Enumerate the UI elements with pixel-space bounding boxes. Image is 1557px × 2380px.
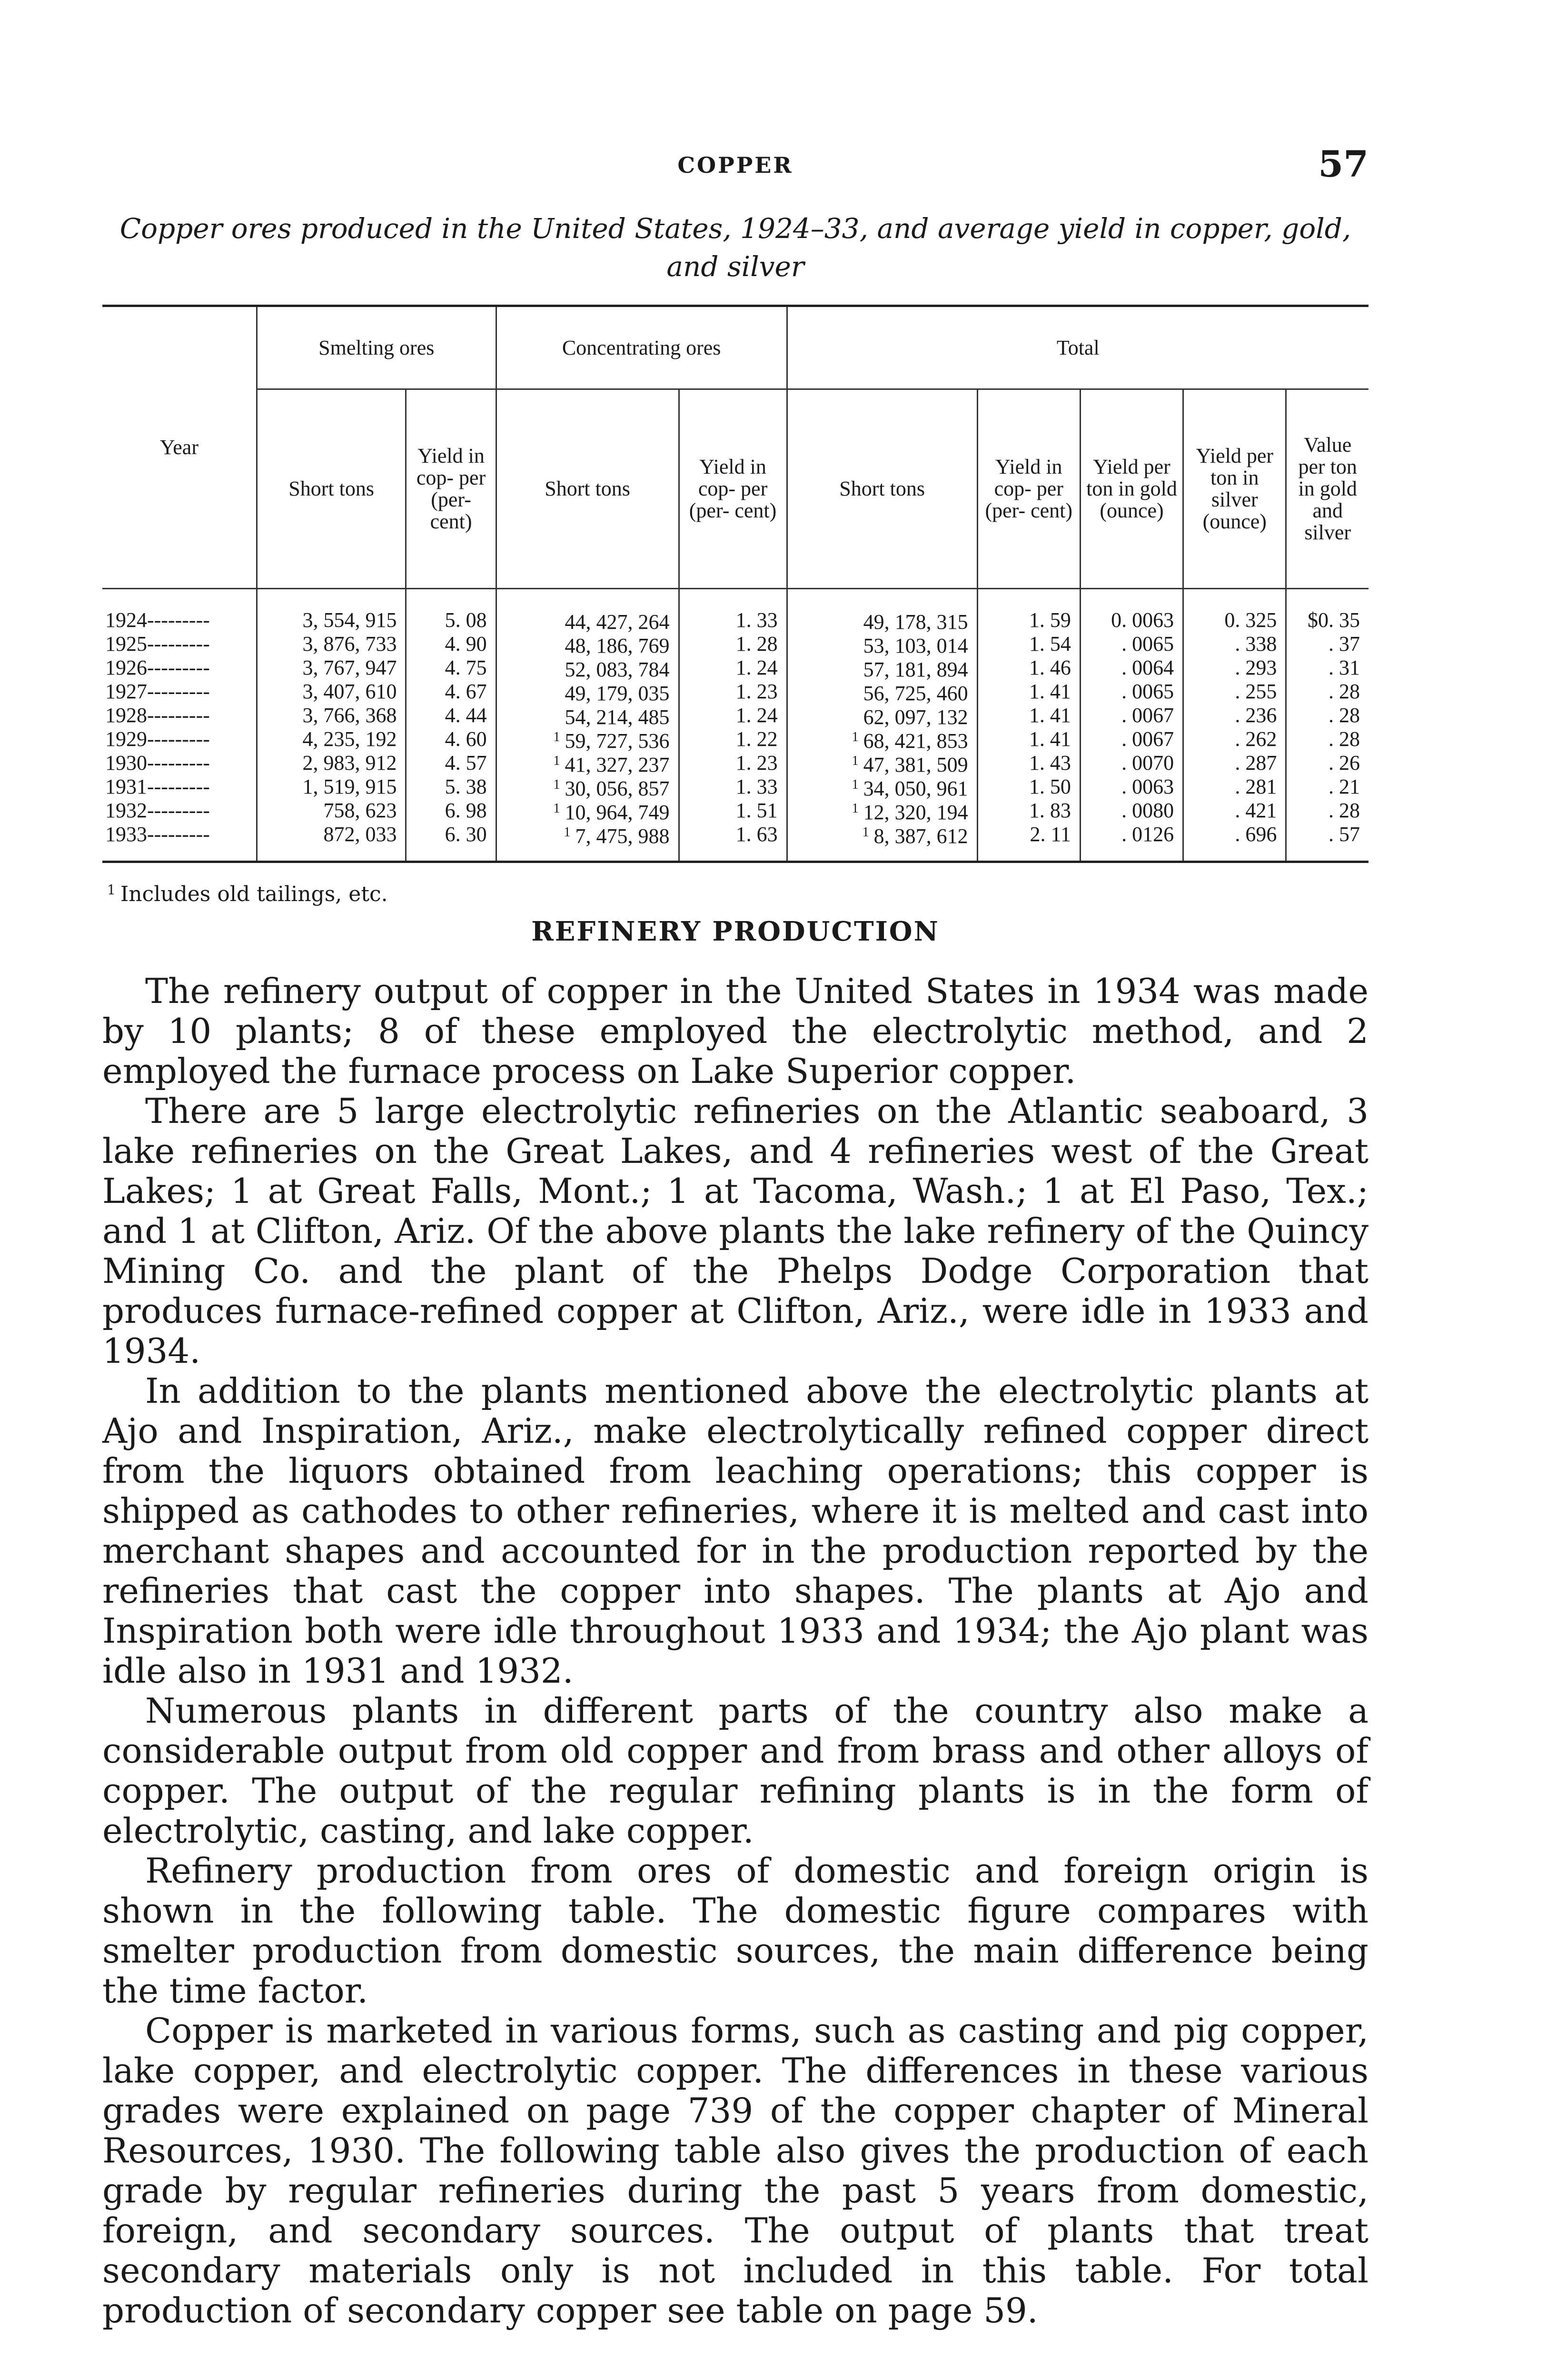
paragraph: Refinery production from ores of domestic and foreign origin is shown in the following table. The domestic figure compares with smelter production from domestic sources, the main difference being the time factor. [102,1851,1369,2011]
silver-cell: . 255 [1183,680,1286,704]
value-cell: . 26 [1286,751,1369,775]
silver-cell: . 262 [1183,727,1286,751]
value-cell: . 57 [1286,823,1369,862]
total-yield-cell: 1. 46 [977,656,1080,680]
concentrating-yield-cell: 1. 24 [679,656,787,680]
gold-cell: . 0126 [1080,823,1183,862]
concentrating-yield-cell: 1. 33 [679,589,787,633]
yield-gold-header: Yield per ton in gold (ounce) [1080,389,1183,589]
total-yield-cell: 1. 41 [977,680,1080,704]
smelting-tons-cell: 3, 876, 733 [257,632,406,656]
silver-cell: . 293 [1183,656,1286,680]
total-yield-cell: 1. 41 [977,704,1080,727]
yield-silver-header: Yield per ton in silver (ounce) [1183,389,1286,589]
smelting-yield-cell: 4. 57 [406,751,496,775]
year-cell: 1926--------- [105,656,210,679]
total-yield-cell: 1. 41 [977,727,1080,751]
smelting-tons-cell: 3, 554, 915 [257,589,406,633]
gold-cell: . 0067 [1080,704,1183,727]
value-cell: $0. 35 [1286,589,1369,633]
year-cell: 1927--------- [105,680,210,703]
table-row [102,727,1369,751]
table-row [102,799,1369,823]
table-row [102,823,1369,862]
smelting-yield-cell: 5. 08 [406,589,496,633]
smelting-tons-cell: 758, 623 [257,799,406,823]
smelting-yield-cell: 4. 44 [406,704,496,727]
smelting-tons-cell: 1, 519, 915 [257,775,406,799]
smelting-yield-cell: 4. 60 [406,727,496,751]
table-row [102,589,1369,633]
smelting-yield-cell: 6. 30 [406,823,496,862]
gold-cell: . 0067 [1080,727,1183,751]
year-cell: 1929--------- [105,727,210,751]
year-cell: 1930--------- [105,751,210,774]
smelting-tons-cell: 3, 407, 610 [257,680,406,704]
value-header: Value per ton in gold and silver [1286,389,1369,589]
table-row [102,704,1369,727]
gold-cell: . 0070 [1080,751,1183,775]
total-tons-cell: 57, 181, 894 [787,656,977,680]
concentrating-tons-cell: 54, 214, 485 [496,704,679,727]
document-page [102,143,1369,2330]
smelting-tons-cell: 3, 767, 947 [257,656,406,680]
total-yield-cell: 1. 54 [977,632,1080,656]
concentrating-yield-cell: 1. 63 [679,823,787,862]
table-caption: Copper ores produced in the United States, 1924–33, and average yield in copper, gold, and silver [119,212,1351,283]
smelting-yield-cell: 6. 98 [406,799,496,823]
year-header: Year [102,306,257,589]
table-row [102,656,1369,680]
total-tons-cell: $^1$ 34, 050, 961 [787,775,977,799]
value-cell: . 21 [1286,775,1369,799]
total-tons-cell: $^1$ 8, 387, 612 [787,823,977,862]
year-cell: 1928--------- [105,704,210,727]
total-yield-cell: 1. 43 [977,751,1080,775]
smelting-short-tons-header: Short tons [257,389,406,589]
concentrating-yield-cell: 1. 23 [679,751,787,775]
gold-cell: . 0065 [1080,680,1183,704]
total-yield-cell: 1. 50 [977,775,1080,799]
total-short-tons-header: Short tons [787,389,977,589]
concentrating-yield-cell: 1. 33 [679,775,787,799]
gold-cell: . 0065 [1080,632,1183,656]
footnote-mark: 1 [107,882,116,898]
smelting-tons-cell: 872, 033 [257,823,406,862]
gold-cell: . 0064 [1080,656,1183,680]
concentrating-tons-cell: 52, 083, 784 [496,656,679,680]
page-header [102,143,1369,186]
gold-cell: 0. 0063 [1080,589,1183,633]
running-title: COPPER [677,152,793,178]
concentrating-tons-cell: 49, 179, 035 [496,680,679,704]
table-footnote [102,882,1369,906]
smelting-yield-cell: 4. 67 [406,680,496,704]
smelting-tons-cell: 4, 235, 192 [257,727,406,751]
concentrating-tons-cell: $^1$ 10, 964, 749 [496,799,679,823]
smelting-yield-cell: 4. 75 [406,656,496,680]
paragraph: In addition to the plants mentioned above the electrolytic plants at Ajo and Inspiration, Ariz., make electrolytically refined copper direct from the liquors obtained from leaching operations; this copper is shipped as cathodes to other refineries, where it is melted and cast into merchant shapes and accounted for in the production reported by the refineries that cast the copper into shapes. The plants at Ajo and Inspiration both were idle throughout 1933 and 1934; the Ajo plant was idle also in 1931 and 1932. [102,1371,1369,1691]
paragraph: Copper is marketed in various forms, such as casting and pig copper, lake copper, and electrolytic copper. The differences in these various grades were explained on page 739 of the copper chapter of Mineral Resources, 1930. The following table also gives the production of each grade by regular refineries during the past 5 years from domestic, foreign, and secondary sources. The output of plants that treat secondary materials only is not included in this table. For total production of secondary copper see table on page 59. [102,2011,1369,2330]
concentrating-tons-cell: 48, 186, 769 [496,632,679,656]
year-cell: 1925--------- [105,632,210,655]
smelting-tons-cell: 3, 766, 368 [257,704,406,727]
total-tons-cell: $^1$ 12, 320, 194 [787,799,977,823]
total-tons-cell: $^1$ 47, 381, 509 [787,751,977,775]
smelting-yield-cell: 5. 38 [406,775,496,799]
concentrating-tons-cell: $^1$ 30, 056, 857 [496,775,679,799]
smelting-yield-copper-header: Yield in cop- per (per- cent) [406,389,496,589]
total-yield-copper-header: Yield in cop- per (per- cent) [977,389,1080,589]
total-tons-cell: 62, 097, 132 [787,704,977,727]
silver-cell: . 421 [1183,799,1286,823]
total-yield-cell: 2. 11 [977,823,1080,862]
table-row [102,775,1369,799]
concentrating-tons-cell: 44, 427, 264 [496,589,679,633]
concentrating-yield-cell: 1. 22 [679,727,787,751]
year-cell: 1931--------- [105,775,210,798]
year-cell: 1933--------- [102,823,257,862]
silver-cell: . 287 [1183,751,1286,775]
smelting-yield-cell: 4. 90 [406,632,496,656]
total-tons-cell: 49, 178, 315 [787,589,977,633]
silver-cell: . 338 [1183,632,1286,656]
silver-cell: . 696 [1183,823,1286,862]
value-cell: . 28 [1286,727,1369,751]
paragraph: There are 5 large electrolytic refineries on the Atlantic seaboard, 3 lake refineries on the Great Lakes, and 4 refineries west of the Great Lakes; 1 at Great Falls, Mont.; 1 at Tacoma, Wash.; 1 at El Paso, Tex.; and 1 at Clifton, Ariz. Of the above plants the lake refinery of the Quincy Mining Co. and the plant of the Phelps Dodge Corporation that produces furnace-refined copper at Clifton, Ariz., were idle in 1933 and 1934. [102,1091,1369,1371]
smelting-tons-cell: 2, 983, 912 [257,751,406,775]
concentrating-yield-copper-header: Yield in cop- per (per- cent) [679,389,787,589]
total-tons-cell: 53, 103, 014 [787,632,977,656]
gold-cell: . 0080 [1080,799,1183,823]
value-cell: . 31 [1286,656,1369,680]
total-tons-cell: 56, 725, 460 [787,680,977,704]
year-cell: 1924--------- [105,608,210,632]
gold-cell: . 0063 [1080,775,1183,799]
body-text [102,971,1369,2330]
total-yield-cell: 1. 59 [977,589,1080,633]
section-title: REFINERY PRODUCTION [531,916,940,947]
value-cell: . 28 [1286,680,1369,704]
value-cell: . 28 [1286,704,1369,727]
table-body [102,589,1369,862]
total-header: Total [787,306,1369,389]
year-cell: 1932--------- [105,799,210,822]
value-cell: . 37 [1286,632,1369,656]
silver-cell: . 281 [1183,775,1286,799]
table-row [102,632,1369,656]
concentrating-yield-cell: 1. 51 [679,799,787,823]
concentrating-tons-cell: $^1$ 59, 727, 536 [496,727,679,751]
concentrating-yield-cell: 1. 24 [679,704,787,727]
concentrating-yield-cell: 1. 28 [679,632,787,656]
page-number: 57 [1318,143,1369,185]
total-yield-cell: 1. 83 [977,799,1080,823]
concentrating-tons-cell: $^1$ 41, 327, 237 [496,751,679,775]
footnote-text: Includes old tailings, etc. [120,882,388,906]
smelting-ores-header: Smelting ores [257,306,496,389]
concentrating-yield-cell: 1. 23 [679,680,787,704]
paragraph: The refinery output of copper in the United States in 1934 was made by 10 plants; 8 of these employed the electrolytic method, and 2 employed the furnace process on Lake Superior copper. [102,971,1369,1091]
concentrating-short-tons-header: Short tons [496,389,679,589]
silver-cell: . 236 [1183,704,1286,727]
silver-cell: 0. 325 [1183,589,1286,633]
copper-ore-table [102,305,1369,863]
table-row [102,751,1369,775]
concentrating-ores-header: Concentrating ores [496,306,787,389]
concentrating-tons-cell: $^1$ 7, 475, 988 [496,823,679,862]
value-cell: . 28 [1286,799,1369,823]
paragraph: Numerous plants in different parts of the country also make a considerable output from old copper and from brass and other alloys of copper. The output of the regular refining plants is in the form of electrolytic, casting, and lake copper. [102,1691,1369,1851]
total-tons-cell: $^1$ 68, 421, 853 [787,727,977,751]
table-row [102,680,1369,704]
